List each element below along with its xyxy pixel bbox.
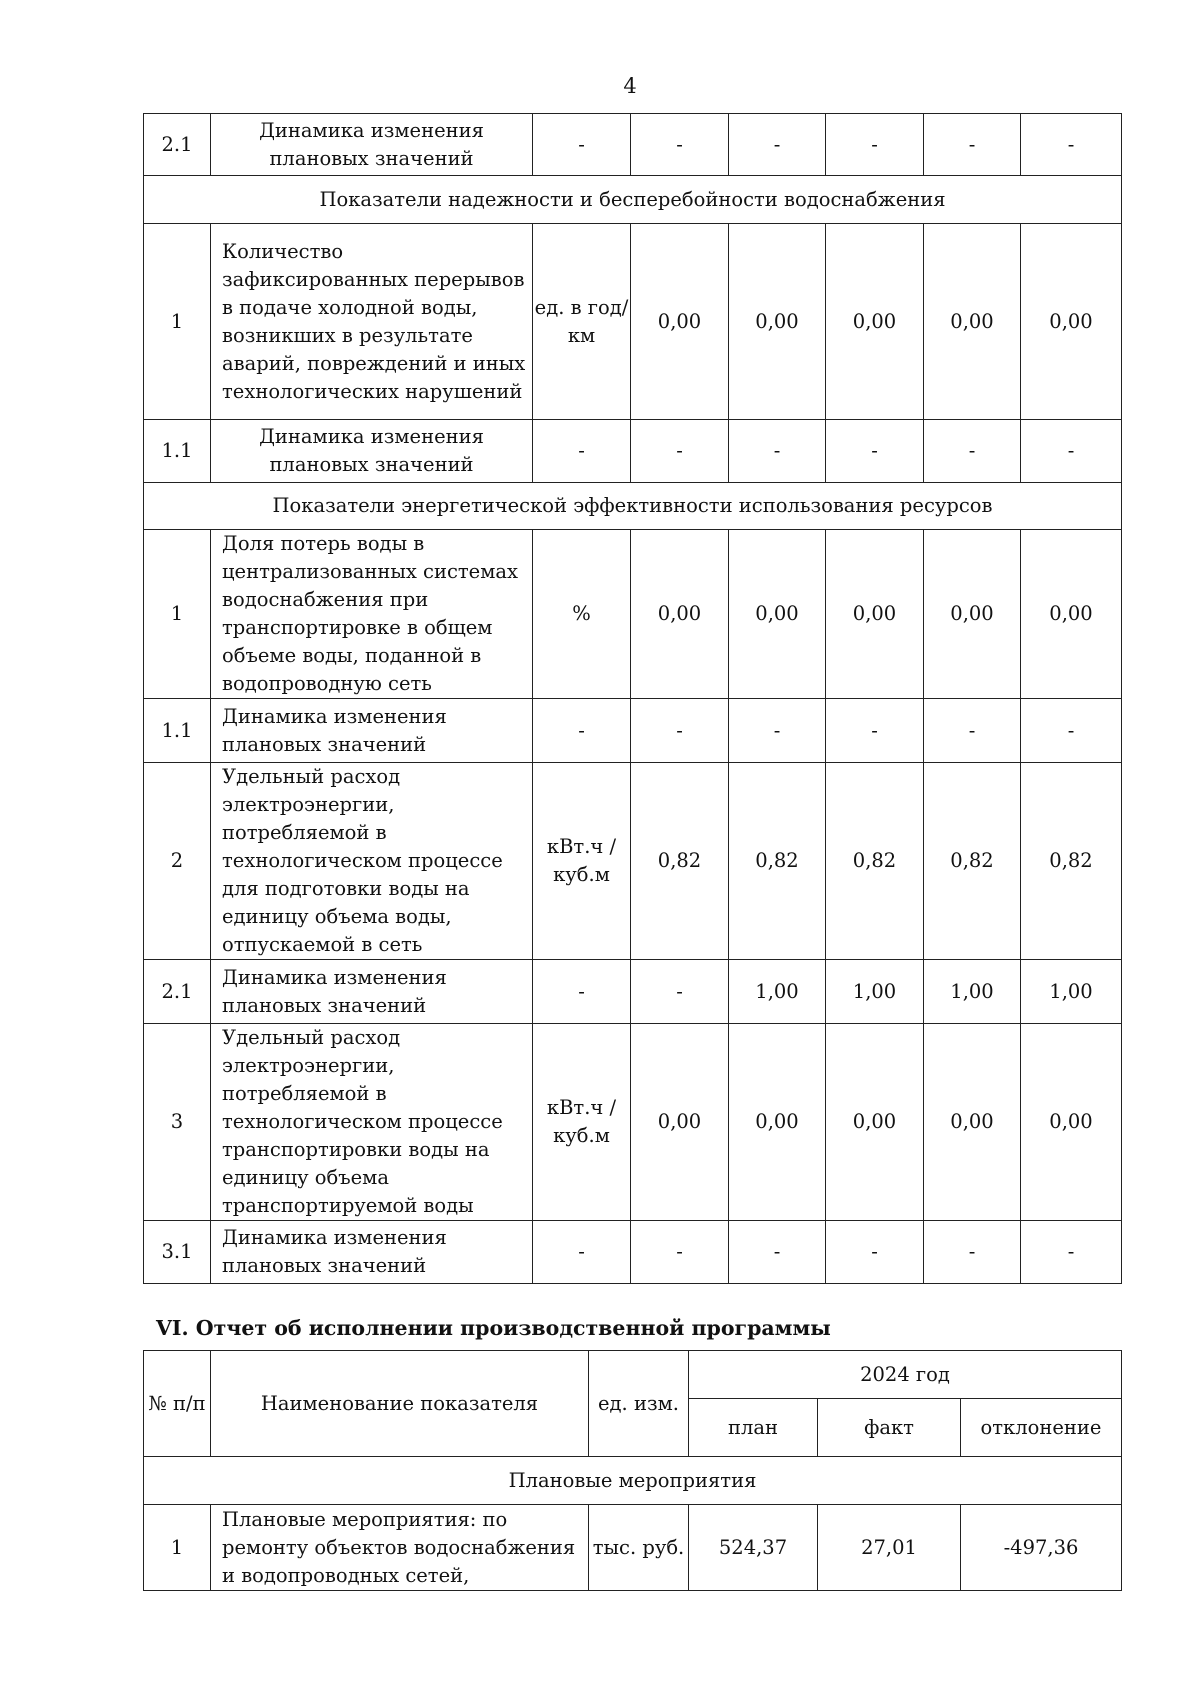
row-num: 2.1 <box>144 114 211 176</box>
header-deviation: отклонение <box>961 1399 1122 1457</box>
section-row <box>144 483 1122 530</box>
row-value: 0,00 <box>729 1024 826 1221</box>
row-value: 0,00 <box>924 530 1021 699</box>
page-number: 4 <box>623 74 637 98</box>
section-row-title: Показатели энергетической эффективности использования ресурсов <box>144 483 1122 530</box>
row-value: - <box>631 960 729 1024</box>
table-row <box>144 699 1122 763</box>
row-value: 0,82 <box>1021 763 1122 960</box>
row-value: 1,00 <box>826 960 924 1024</box>
row-value: - <box>631 699 729 763</box>
row-value: 0,00 <box>826 224 924 420</box>
table-row <box>144 224 1122 420</box>
row-value: - <box>1021 699 1122 763</box>
row-num: 1 <box>144 530 211 699</box>
row-value: - <box>826 699 924 763</box>
row-name: Удельный расход электроэнергии, потребляемой в технологическом процессе для подготовки воды на единицу объема воды, отпускаемой в сеть <box>211 763 533 960</box>
section-row <box>144 176 1122 224</box>
row-value: 0,00 <box>1021 224 1122 420</box>
row-value: 0,00 <box>924 1024 1021 1221</box>
row-value: 0,00 <box>1021 1024 1122 1221</box>
row-value: 0,00 <box>631 530 729 699</box>
row-value: 1,00 <box>729 960 826 1024</box>
row-value: 0,82 <box>924 763 1021 960</box>
section-row-title: Показатели надежности и бесперебойности водоснабжения <box>144 176 1122 224</box>
row-num: 3.1 <box>144 1221 211 1284</box>
row-unit: ед. в год/ км <box>533 224 631 420</box>
row-name: Плановые мероприятия: по ремонту объектов водоснабжения и водопроводных сетей, <box>211 1505 589 1591</box>
row-value: - <box>631 114 729 176</box>
table-row <box>144 420 1122 483</box>
row-value: 0,00 <box>631 224 729 420</box>
row-value: 0,00 <box>729 530 826 699</box>
row-value: - <box>826 420 924 483</box>
row-num: 1.1 <box>144 699 211 763</box>
row-unit: кВт.ч / куб.м <box>533 763 631 960</box>
row-value: - <box>729 420 826 483</box>
table-row <box>144 114 1122 176</box>
row-name: Динамика изменения плановых значений <box>211 114 533 176</box>
row-value: - <box>729 699 826 763</box>
row-value: 0,00 <box>924 224 1021 420</box>
header-name: Наименование показателя <box>211 1351 589 1457</box>
row-unit: - <box>533 699 631 763</box>
row-value: 0,82 <box>729 763 826 960</box>
row-num: 1.1 <box>144 420 211 483</box>
header-fact: факт <box>818 1399 961 1457</box>
row-name: Динамика изменения плановых значений <box>211 420 533 483</box>
row-plan: 524,37 <box>689 1505 818 1591</box>
table-row <box>144 1024 1122 1221</box>
header-unit: ед. изм. <box>589 1351 689 1457</box>
row-value: - <box>533 114 631 176</box>
row-name: Доля потерь воды в централизованных системах водоснабжения при транспортировке в общем объеме воды, поданной в водопроводную сеть <box>211 530 533 699</box>
row-value: 0,00 <box>1021 530 1122 699</box>
row-fact: 27,01 <box>818 1505 961 1591</box>
row-num: 2 <box>144 763 211 960</box>
row-value: 0,00 <box>729 224 826 420</box>
row-value: - <box>1021 114 1122 176</box>
row-value: 1,00 <box>924 960 1021 1024</box>
table-row <box>144 530 1122 699</box>
row-num: 3 <box>144 1024 211 1221</box>
row-value: - <box>924 699 1021 763</box>
row-value: - <box>631 420 729 483</box>
row-name: Количество зафиксированных перерывов в подаче холодной воды, возникших в результате аварий, повреждений и иных технологических нарушений <box>211 224 533 420</box>
row-num: 2.1 <box>144 960 211 1024</box>
row-num: 1 <box>144 1505 211 1591</box>
row-value: - <box>729 114 826 176</box>
indicators-table <box>143 113 1122 1284</box>
row-value: 0,00 <box>631 1024 729 1221</box>
row-value: - <box>826 1221 924 1284</box>
header-num: № п/п <box>144 1351 211 1457</box>
row-value: - <box>924 1221 1021 1284</box>
program-report-table <box>143 1350 1122 1591</box>
table-row <box>144 960 1122 1024</box>
table-row <box>144 763 1122 960</box>
row-unit: тыс. руб. <box>589 1505 689 1591</box>
row-value: 0,00 <box>826 1024 924 1221</box>
row-value: - <box>1021 420 1122 483</box>
row-value: - <box>631 1221 729 1284</box>
row-value: - <box>924 420 1021 483</box>
row-value: 1,00 <box>1021 960 1122 1024</box>
row-unit: - <box>533 960 631 1024</box>
row-unit: кВт.ч / куб.м <box>533 1024 631 1221</box>
row-num: 1 <box>144 224 211 420</box>
row-unit: - <box>533 420 631 483</box>
row-value: - <box>826 114 924 176</box>
row-value: - <box>729 1221 826 1284</box>
row-name: Динамика изменения плановых значений <box>211 1221 533 1284</box>
table-row <box>144 1221 1122 1284</box>
header-year: 2024 год <box>689 1351 1122 1399</box>
row-value: 0,82 <box>631 763 729 960</box>
row-value: 0,00 <box>826 530 924 699</box>
row-unit: % <box>533 530 631 699</box>
header-plan: план <box>689 1399 818 1457</box>
row-value: 0,82 <box>826 763 924 960</box>
row-deviation: -497,36 <box>961 1505 1122 1591</box>
row-name: Динамика изменения плановых значений <box>211 960 533 1024</box>
section-row-title: Плановые мероприятия <box>144 1457 1122 1505</box>
row-unit: - <box>533 1221 631 1284</box>
section-title: VI. Отчет об исполнении производственной программы <box>156 1316 831 1340</box>
row-value: - <box>1021 1221 1122 1284</box>
row-name: Удельный расход электроэнергии, потребляемой в технологическом процессе транспортировки воды на единицу объема транспортируемой воды <box>211 1024 533 1221</box>
row-name: Динамика изменения плановых значений <box>211 699 533 763</box>
row-value: - <box>924 114 1021 176</box>
